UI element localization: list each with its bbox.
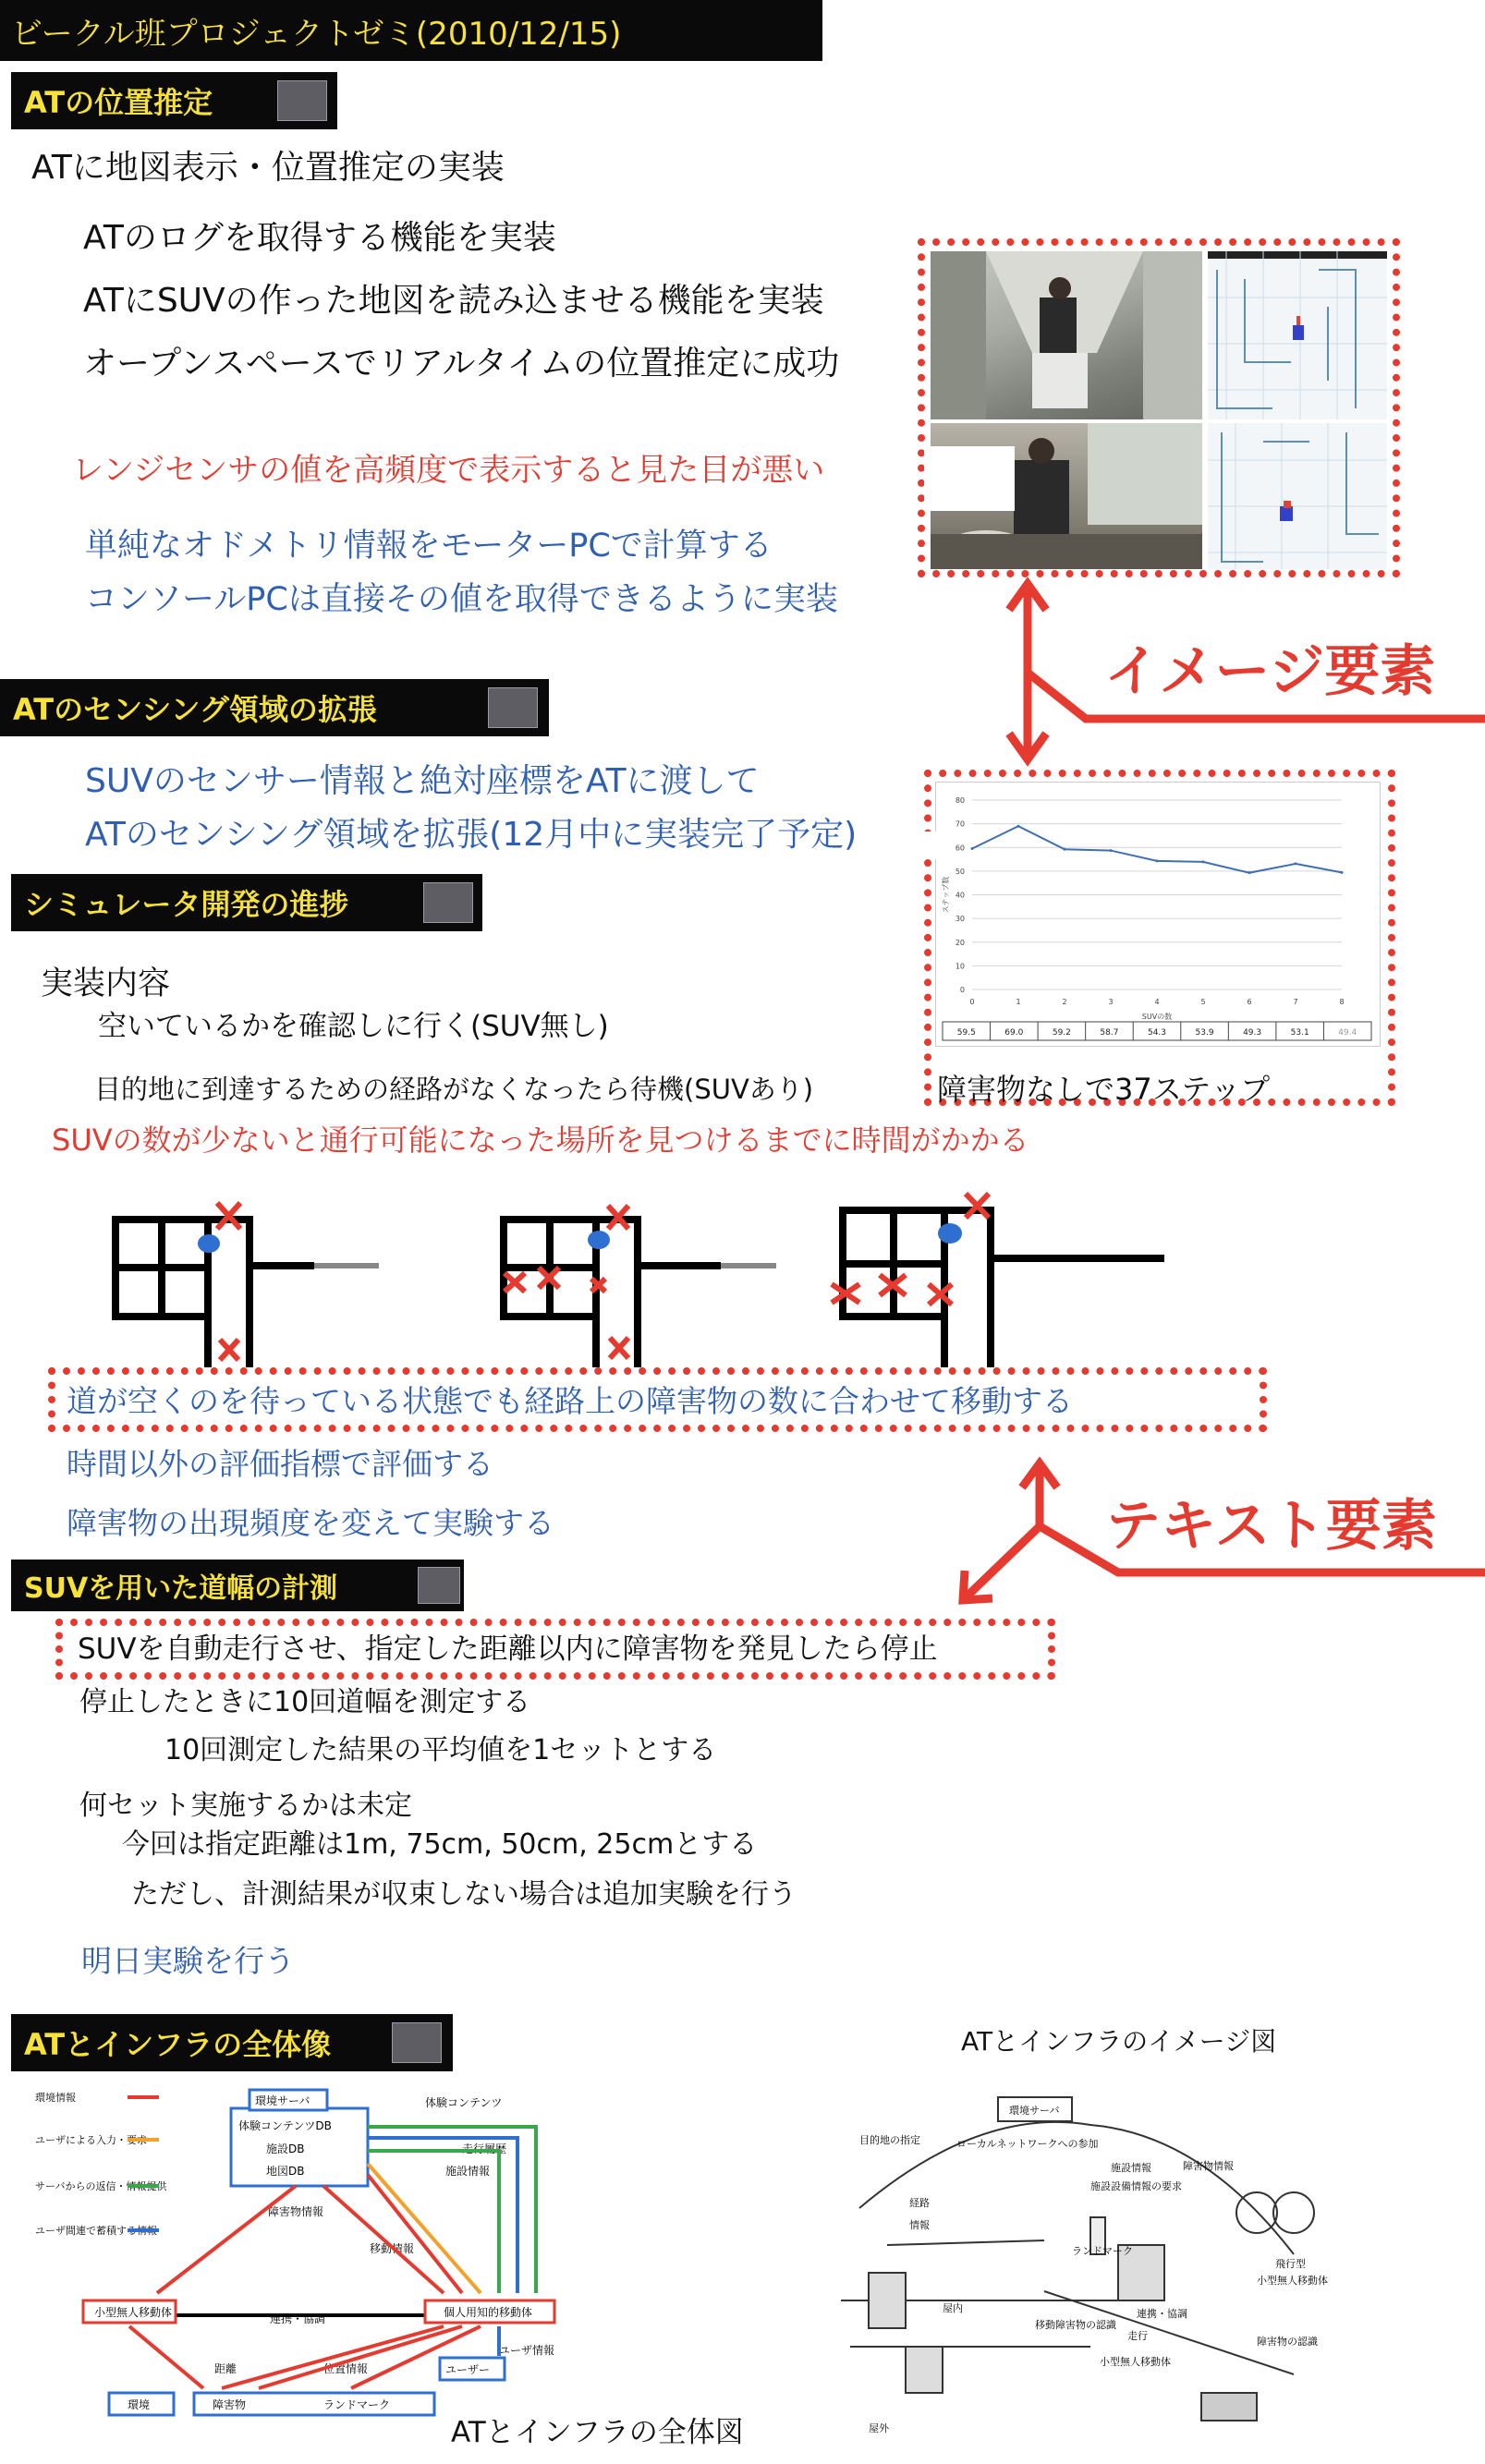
chart-y-tick-label: 80 [955,796,965,805]
user-label: ユーザー [445,2363,491,2376]
flow-label: 走行履歴 [462,2142,507,2155]
position-line-3: ATにSUVの作った地図を読み込ませる機能を実装 [83,282,824,320]
chart-y-tick-label: 30 [955,915,965,924]
db-label: 地図DB [266,2165,305,2178]
section-heading-label: ATのセンシング領域の拡張 [13,692,377,727]
legend-label: ユーザによる入力・要求 [35,2134,147,2146]
chart-y-axis-label: ステップ数 [942,876,950,914]
position-line-2: ATのログを取得する機能を実装 [83,219,556,257]
chart-data-point [1202,860,1205,863]
infra-right-caption: ATとインフラのイメージ図 [961,2026,1277,2057]
chart-data-point [1064,848,1066,851]
section-heading-label: シミュレータ開発の進捗 [24,887,349,922]
sketch-label: 連携・協調 [1137,2308,1187,2320]
flow-label: ユーザ情報 [499,2344,555,2357]
flow-label: 移動情報 [370,2242,415,2255]
section-heading-label: ATの位置推定 [24,85,213,120]
chart-table-value: 59.5 [956,1028,976,1038]
section-heading-sensing [0,679,549,736]
small-vehicle-label: 小型無人移動体 [94,2306,173,2319]
infra-overall-diagram [18,2079,702,2421]
chart-table-value: 58.7 [1100,1028,1119,1038]
simulator-item-1: 空いているかを確認しに行く(SUV無し) [98,1010,609,1043]
position-line-4: オープンスペースでリアルタイムの位置推定に成功 [83,345,840,382]
sketch-label: 環境サーバ [1009,2105,1060,2117]
road-tomorrow: 明日実験を行う [81,1943,295,1979]
sketch-label: 経路 [909,2197,930,2209]
chart-data-point [1110,849,1113,852]
heading-square-icon [277,80,327,121]
sketch-label: 目的地の指定 [859,2134,920,2146]
db-label: 施設DB [266,2142,305,2155]
chart-y-tick-label: 20 [955,938,965,947]
map-grid-image [1208,251,1387,419]
map-view-1 [1208,251,1387,419]
page-title: ビークル班プロジェクトゼミ(2010/12/15) [11,15,622,53]
position-issue: レンジセンサの値を高頻度で表示すると見た目が悪い [72,452,825,489]
env-label: 環境 [128,2398,151,2411]
chart-data-point [1156,859,1159,862]
flow-label: 位置情報 [323,2362,369,2375]
chart-x-tick-label: 2 [1062,998,1067,1006]
chart-table-value: 69.0 [1004,1028,1024,1038]
road-line-3: 何セット実施するかは未定 [79,1790,412,1822]
sketch-label: 飛行型 [1275,2258,1306,2270]
path-grid-diagrams [92,1183,1201,1367]
heading-square-icon [418,1567,460,1604]
section-heading-simulator [11,874,482,931]
simulator-item-2: 目的地に到達するための経路がなくなったら待機(SUVあり) [94,1074,814,1105]
heading-square-icon [488,687,538,728]
camera-photo-corridor [931,251,1202,419]
chart-y-tick-label: 60 [955,844,965,853]
position-solution-2: コンソールPCは直接その値を取得できるように実装 [85,581,838,618]
chart-y-tick-label: 10 [955,962,965,971]
legend-label: 環境情報 [35,2092,76,2104]
chart-x-tick-label: 6 [1247,998,1252,1006]
heading-square-icon [423,882,473,923]
flow-label: 施設情報 [445,2165,491,2178]
sketch-label: 施設情報 [1111,2162,1151,2174]
sketch-label: 屋内 [943,2302,963,2314]
chart-caption: 障害物なしで37ステップ [937,1072,1271,1107]
sketch-label: 障害物の認識 [1257,2336,1318,2348]
simulator-plan-2: 障害物の出現頻度を変えて実験する [67,1505,554,1541]
sketch-label: 移動障害物の認識 [1035,2319,1116,2331]
road-line-4: 今回は指定距離は1m, 75cm, 50cm, 25cmとする [122,1828,758,1861]
heading-square-icon [392,2022,442,2063]
chart-table-value: 54.3 [1147,1028,1167,1038]
simulator-highlight-text: 道が空くのを待っている状態でも経路上の障害物の数に合わせて移動する [67,1383,1073,1419]
sketch-label: 屋外 [869,2422,889,2434]
road-line-5: ただし、計測結果が収束しない場合は追加実験を行う [131,1878,797,1911]
flow-label: 距離 [214,2362,237,2375]
flow-label: 障害物情報 [268,2205,324,2218]
sketch-label: 小型無人移動体 [1257,2275,1328,2287]
chart-table-value: 59.2 [1052,1028,1071,1038]
chart-x-tick-label: 0 [969,998,975,1006]
chart-x-tick-label: 1 [1016,998,1021,1006]
section-heading-position [11,72,337,129]
sketch-label: ランドマーク [1072,2245,1133,2257]
obstacle-label: 障害物 [213,2398,247,2411]
sketch-label: 施設設備情報の要求 [1090,2180,1182,2192]
image-element-label: イメージ要素 [1104,639,1436,704]
simulator-content-label: 実装内容 [41,965,171,1002]
sketch-label: 走行 [1127,2330,1148,2342]
legend-label: サーバからの返信・情報提供 [35,2180,167,2192]
chart-data-point [1295,862,1297,865]
env-server-label: 環境サーバ [255,2094,310,2107]
chart-table-value: 49.3 [1243,1028,1262,1038]
map-view-2 [1208,423,1387,569]
corridor-scene-image [931,251,1202,419]
chart-data-point [1341,871,1344,874]
chart-x-tick-label: 7 [1293,998,1298,1006]
page-title-bar [0,0,822,61]
experience-label: 体験コンテンツ [425,2096,503,2109]
chart-data-point [1017,825,1020,828]
chart-x-tick-label: 4 [1154,998,1160,1006]
chart-y-tick-label: 50 [955,867,965,876]
chart-data-point [971,847,974,850]
sketch-label: 障害物情報 [1183,2160,1234,2172]
chart-y-tick-label: 40 [955,891,965,900]
db-label: 体験コンテンツDB [238,2119,332,2132]
steps-line-chart [935,782,1379,1045]
section-heading-label: SUVを用いた道幅の計測 [24,1572,338,1605]
map-grid-image-2 [1208,423,1387,569]
text-element-label: テキスト要素 [1105,1494,1437,1559]
section-heading-road [11,1560,464,1611]
chart-y-tick-label: 70 [955,819,965,829]
section-heading-infra [11,2014,453,2071]
sketch-label: 小型無人移動体 [1100,2356,1171,2368]
chart-x-tick-label: 5 [1200,998,1206,1006]
legend-label: ユーザ間連で蓄積する情報 [35,2225,157,2237]
chart-data-point [1248,871,1251,874]
chart-series-line [972,826,1342,872]
chart-y-tick-label: 0 [959,986,965,994]
simulator-plan-1: 時間以外の評価指標で評価する [67,1446,493,1482]
simulator-issue: SUVの数が少ないと通行可能になった場所を見つけるまでに時間がかかる [52,1123,1029,1158]
chart-x-tick-label: 3 [1108,998,1114,1006]
chart-x-axis-label: SUVの数 [1141,1013,1173,1021]
sensing-line-1: SUVのセンサー情報と絶対座標をATに渡して [85,762,760,800]
landmark-label: ランドマーク [323,2398,391,2411]
infra-image-diagram [813,2070,1331,2439]
road-line-2: 10回測定した結果の平均値を1セットとする [164,1734,717,1766]
sketch-label: ローカルネットワークへの参加 [956,2138,1099,2150]
section-heading-label: ATとインフラの全体像 [24,2027,332,2062]
sensing-line-2: ATのセンシング領域を拡張(12月中に実装完了予定) [85,816,858,854]
position-solution-1: 単純なオドメトリ情報をモーターPCで計算する [85,528,773,564]
chart-table-value: 53.9 [1195,1028,1214,1038]
road-highlight-text: SUVを自動走行させ、指定した距離以内に障害物を発見したら停止 [78,1633,938,1666]
chart-x-tick-label: 8 [1339,998,1345,1006]
chart-table-value: 53.1 [1290,1028,1309,1038]
personal-vehicle-label: 個人用知的移動体 [444,2306,533,2319]
position-line-1: ATに地図表示・位置推定の実装 [31,149,505,187]
infra-left-caption: ATとインフラの全体図 [451,2416,744,2449]
road-line-1: 停止したときに10回道幅を測定する [79,1686,531,1718]
sketch-label: 情報 [909,2219,930,2231]
photo-white-patch [924,446,1015,511]
chart-table-value: 49.4 [1338,1028,1357,1038]
flow-label: 連携・協調 [270,2312,326,2325]
